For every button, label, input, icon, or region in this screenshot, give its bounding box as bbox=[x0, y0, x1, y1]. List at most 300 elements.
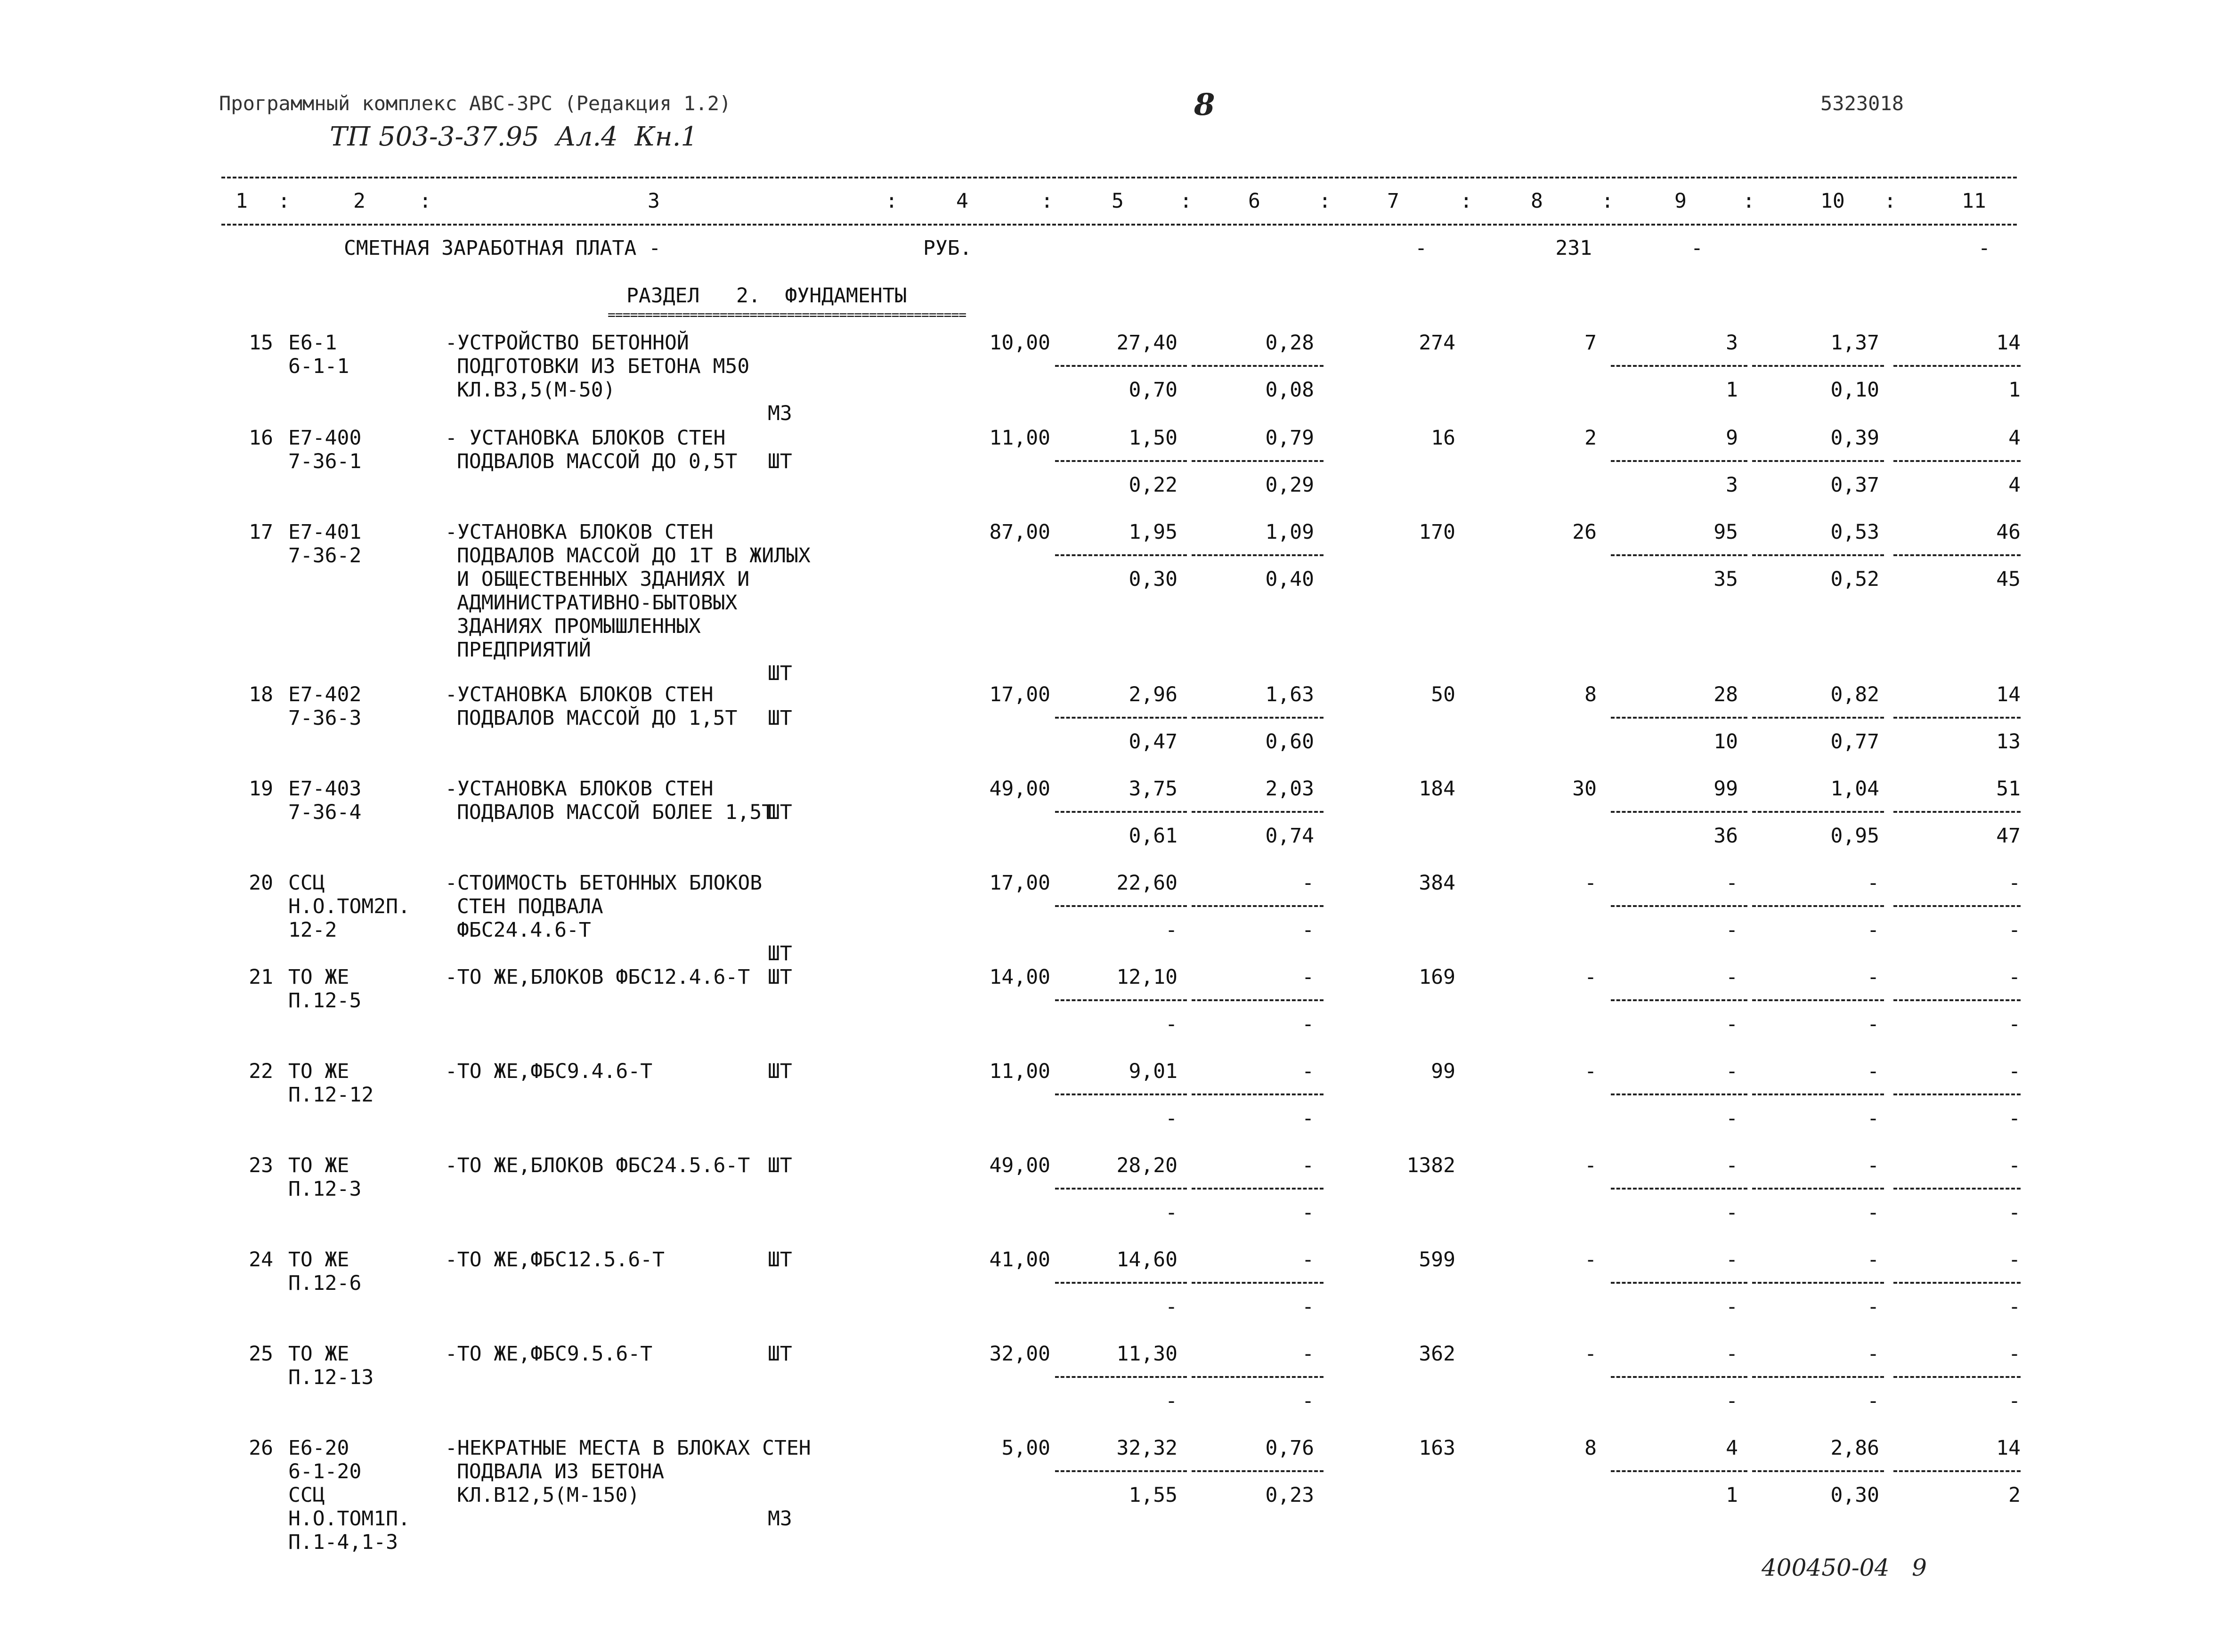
summary-c11: - bbox=[1978, 236, 1990, 260]
row-c11: - bbox=[2008, 1342, 2021, 1366]
row-description: АДМИНИСТРАТИВНО-БЫТОВЫХ bbox=[457, 591, 738, 615]
row-c10: - bbox=[1867, 1248, 1879, 1271]
row-c4: 11,00 bbox=[989, 1060, 1050, 1083]
column-separator: : bbox=[1743, 189, 1755, 213]
row-code: ТО ЖЕ bbox=[288, 965, 349, 989]
row-c9b: - bbox=[1726, 1107, 1738, 1130]
row-c11: 14 bbox=[1996, 331, 2021, 355]
value-divider bbox=[1192, 1470, 1324, 1472]
row-c8: 26 bbox=[1572, 520, 1597, 544]
row-c9b: 35 bbox=[1713, 567, 1738, 591]
row-c11: - bbox=[2008, 1060, 2021, 1083]
column-separator: : bbox=[1180, 189, 1192, 213]
summary-c7: - bbox=[1415, 236, 1427, 260]
row-c9: 3 bbox=[1726, 331, 1738, 355]
row-c7: 1382 bbox=[1406, 1154, 1455, 1177]
row-c8: 8 bbox=[1584, 683, 1597, 706]
row-c5: 14,60 bbox=[1116, 1248, 1177, 1271]
handwritten-reference: ТП 503-3-37.95 Ал.4 Кн.1 bbox=[330, 121, 698, 152]
row-c8: 7 bbox=[1584, 331, 1597, 355]
value-divider bbox=[1192, 460, 1324, 462]
value-divider bbox=[1055, 1282, 1187, 1284]
row-c9b: - bbox=[1726, 1012, 1738, 1036]
row-c10b: 0,77 bbox=[1830, 730, 1879, 753]
summary-c9: - bbox=[1691, 236, 1703, 260]
row-c10: 0,53 bbox=[1830, 520, 1879, 544]
value-divider bbox=[1893, 1093, 2021, 1095]
row-c6: - bbox=[1302, 871, 1314, 895]
value-divider bbox=[1192, 811, 1324, 813]
row-code: Е7-400 bbox=[288, 426, 362, 450]
row-description: -ТО ЖЕ,ФБС12.5.6-Т bbox=[445, 1248, 665, 1271]
value-divider bbox=[1893, 1470, 2021, 1472]
row-code: 7-36-3 bbox=[288, 706, 362, 730]
column-separator: : bbox=[278, 189, 290, 213]
value-divider bbox=[1752, 1188, 1884, 1190]
value-divider bbox=[1192, 554, 1324, 556]
row-description: ПОДВАЛОВ МАССОЙ ДО 0,5Т bbox=[457, 450, 738, 473]
row-c8: - bbox=[1584, 1342, 1597, 1366]
row-c11: - bbox=[2008, 1248, 2021, 1271]
value-divider bbox=[1192, 365, 1324, 367]
row-c8: 30 bbox=[1572, 777, 1597, 801]
value-divider bbox=[1055, 1376, 1187, 1378]
row-c5b: 0,61 bbox=[1129, 824, 1177, 848]
value-divider bbox=[1055, 554, 1187, 556]
row-code: Е6-20 bbox=[288, 1436, 349, 1460]
summary-label: СМЕТНАЯ ЗАРАБОТНАЯ ПЛАТА - bbox=[344, 236, 661, 260]
value-divider bbox=[1893, 905, 2021, 907]
value-divider bbox=[1752, 554, 1884, 556]
row-number: 26 bbox=[249, 1436, 273, 1460]
row-c11b: - bbox=[2008, 1107, 2021, 1130]
row-code: ССЦ bbox=[288, 1483, 325, 1507]
row-c9: - bbox=[1726, 871, 1738, 895]
row-c10b: - bbox=[1867, 1295, 1879, 1319]
column-number: 7 bbox=[1387, 189, 1399, 213]
value-divider bbox=[1192, 905, 1324, 907]
value-divider bbox=[1752, 1093, 1884, 1095]
row-code: 6-1-1 bbox=[288, 355, 349, 378]
row-description: ПРЕДПРИЯТИЙ bbox=[457, 638, 591, 662]
row-code: 7-36-1 bbox=[288, 450, 362, 473]
row-c9: - bbox=[1726, 1060, 1738, 1083]
column-number: 5 bbox=[1112, 189, 1124, 213]
row-c11: - bbox=[2008, 965, 2021, 989]
row-c7: 184 bbox=[1419, 777, 1455, 801]
row-code: 6-1-20 bbox=[288, 1460, 362, 1483]
value-divider bbox=[1611, 1470, 1747, 1472]
row-c9: 95 bbox=[1713, 520, 1738, 544]
row-c6: 2,03 bbox=[1265, 777, 1314, 801]
row-c9b: 10 bbox=[1713, 730, 1738, 753]
row-description: ПОДВАЛОВ МАССОЙ ДО 1,5Т bbox=[457, 706, 738, 730]
row-c7: 170 bbox=[1419, 520, 1455, 544]
value-divider bbox=[1192, 1188, 1324, 1190]
row-c11b: - bbox=[2008, 1201, 2021, 1224]
column-number: 9 bbox=[1674, 189, 1687, 213]
row-c5: 1,95 bbox=[1129, 520, 1177, 544]
row-description: -УСТАНОВКА БЛОКОВ СТЕН bbox=[445, 777, 714, 801]
row-description: ПОДВАЛОВ МАССОЙ БОЛЕЕ 1,5Т bbox=[457, 801, 774, 824]
row-number: 17 bbox=[249, 520, 273, 544]
row-c8: - bbox=[1584, 965, 1597, 989]
row-description: -ТО ЖЕ,БЛОКОВ ФБС12.4.6-Т bbox=[445, 965, 750, 989]
row-c9: 99 bbox=[1713, 777, 1738, 801]
row-description: -ТО ЖЕ,ФБС9.4.6-Т bbox=[445, 1060, 653, 1083]
row-c5: 32,32 bbox=[1116, 1436, 1177, 1460]
row-unit: ШТ bbox=[768, 450, 792, 473]
row-description: КЛ.В3,5(М-50) bbox=[457, 378, 616, 402]
value-divider bbox=[1893, 460, 2021, 462]
row-c10: - bbox=[1867, 871, 1879, 895]
row-c11: 14 bbox=[1996, 683, 2021, 706]
row-unit: ШТ bbox=[768, 942, 792, 965]
header-top-rule bbox=[221, 177, 2017, 178]
row-c11b: 45 bbox=[1996, 567, 2021, 591]
row-c5b: - bbox=[1165, 1107, 1177, 1130]
value-divider bbox=[1055, 905, 1187, 907]
row-c4: 49,00 bbox=[989, 1154, 1050, 1177]
program-header: Программный комплекс АВС-3РС (Редакция 1.2) bbox=[219, 92, 731, 115]
row-code: Е7-401 bbox=[288, 520, 362, 544]
row-c6b: - bbox=[1302, 1012, 1314, 1036]
value-divider bbox=[1752, 811, 1884, 813]
row-c5b: 0,70 bbox=[1129, 378, 1177, 402]
value-divider bbox=[1893, 554, 2021, 556]
row-c5: 1,50 bbox=[1129, 426, 1177, 450]
row-c9: 28 bbox=[1713, 683, 1738, 706]
column-number: 11 bbox=[1962, 189, 1986, 213]
row-c11b: - bbox=[2008, 1389, 2021, 1413]
row-c5b: 0,22 bbox=[1129, 473, 1177, 497]
row-unit: М3 bbox=[768, 402, 792, 425]
row-unit: ШТ bbox=[768, 706, 792, 730]
row-c9b: 1 bbox=[1726, 1483, 1738, 1507]
row-number: 18 bbox=[249, 683, 273, 706]
row-c10: - bbox=[1867, 965, 1879, 989]
row-c6: 0,28 bbox=[1265, 331, 1314, 355]
row-c11b: 47 bbox=[1996, 824, 2021, 848]
row-description: И ОБЩЕСТВЕННЫХ ЗДАНИЯХ И bbox=[457, 567, 750, 591]
row-c9b: - bbox=[1726, 1389, 1738, 1413]
column-number: 2 bbox=[353, 189, 365, 213]
row-c9b: 3 bbox=[1726, 473, 1738, 497]
row-c9: - bbox=[1726, 1248, 1738, 1271]
value-divider bbox=[1893, 1188, 2021, 1190]
row-c6: - bbox=[1302, 1154, 1314, 1177]
row-c10: - bbox=[1867, 1060, 1879, 1083]
row-c9b: - bbox=[1726, 1295, 1738, 1319]
row-c5: 28,20 bbox=[1116, 1154, 1177, 1177]
column-separator: : bbox=[1460, 189, 1472, 213]
row-unit: ШТ bbox=[768, 1060, 792, 1083]
row-number: 22 bbox=[249, 1060, 273, 1083]
row-c4: 49,00 bbox=[989, 777, 1050, 801]
value-divider bbox=[1752, 1376, 1884, 1378]
row-number: 25 bbox=[249, 1342, 273, 1366]
column-number: 8 bbox=[1531, 189, 1543, 213]
row-description: -СТОИМОСТЬ БЕТОННЫХ БЛОКОВ bbox=[445, 871, 763, 895]
column-number: 1 bbox=[235, 189, 248, 213]
row-unit: ШТ bbox=[768, 1154, 792, 1177]
row-c10b: 0,95 bbox=[1830, 824, 1879, 848]
row-c4: 41,00 bbox=[989, 1248, 1050, 1271]
row-c5b: - bbox=[1165, 1295, 1177, 1319]
row-c6: - bbox=[1302, 1060, 1314, 1083]
row-c10b: - bbox=[1867, 1201, 1879, 1224]
row-unit: ШТ bbox=[768, 662, 792, 685]
row-description: ФБС24.4.6-Т bbox=[457, 918, 591, 942]
value-divider bbox=[1055, 460, 1187, 462]
row-c4: 5,00 bbox=[1001, 1436, 1050, 1460]
value-divider bbox=[1055, 811, 1187, 813]
value-divider bbox=[1752, 999, 1884, 1001]
value-divider bbox=[1752, 1470, 1884, 1472]
value-divider bbox=[1893, 999, 2021, 1001]
row-c8: - bbox=[1584, 871, 1597, 895]
row-code: П.1-4,1-3 bbox=[288, 1531, 398, 1554]
row-c5b: 1,55 bbox=[1129, 1483, 1177, 1507]
row-c5: 22,60 bbox=[1116, 871, 1177, 895]
row-description: ПОДГОТОВКИ ИЗ БЕТОНА М50 bbox=[457, 355, 750, 378]
column-separator: : bbox=[1884, 189, 1896, 213]
row-description: -ТО ЖЕ,ФБС9.5.6-Т bbox=[445, 1342, 653, 1366]
column-number: 3 bbox=[648, 189, 660, 213]
row-c4: 32,00 bbox=[989, 1342, 1050, 1366]
row-c8: - bbox=[1584, 1060, 1597, 1083]
row-c6: 0,79 bbox=[1265, 426, 1314, 450]
value-divider bbox=[1055, 1188, 1187, 1190]
row-c6b: - bbox=[1302, 1201, 1314, 1224]
row-c10b: 0,10 bbox=[1830, 378, 1879, 402]
row-c9: 4 bbox=[1726, 1436, 1738, 1460]
row-c10: 1,04 bbox=[1830, 777, 1879, 801]
row-c6b: 0,23 bbox=[1265, 1483, 1314, 1507]
column-number: 4 bbox=[956, 189, 968, 213]
row-c4: 11,00 bbox=[989, 426, 1050, 450]
row-c11b: - bbox=[2008, 1012, 2021, 1036]
value-divider bbox=[1611, 717, 1747, 719]
row-description: -УСТАНОВКА БЛОКОВ СТЕН bbox=[445, 683, 714, 706]
row-c5: 27,40 bbox=[1116, 331, 1177, 355]
header-bottom-rule bbox=[221, 224, 2017, 226]
row-c4: 17,00 bbox=[989, 871, 1050, 895]
row-c11: 46 bbox=[1996, 520, 2021, 544]
column-separator: : bbox=[1601, 189, 1614, 213]
value-divider bbox=[1611, 1376, 1747, 1378]
value-divider bbox=[1055, 999, 1187, 1001]
row-description: СТЕН ПОДВАЛА bbox=[457, 895, 603, 918]
row-c6: 1,09 bbox=[1265, 520, 1314, 544]
value-divider bbox=[1752, 460, 1884, 462]
row-c10b: 0,37 bbox=[1830, 473, 1879, 497]
row-description: -ТО ЖЕ,БЛОКОВ ФБС24.5.6-Т bbox=[445, 1154, 750, 1177]
row-c6b: 0,29 bbox=[1265, 473, 1314, 497]
row-description: - УСТАНОВКА БЛОКОВ СТЕН bbox=[445, 426, 726, 450]
row-description: -НЕКРАТНЫЕ МЕСТА В БЛОКАХ СТЕН bbox=[445, 1436, 811, 1460]
row-unit: ШТ bbox=[768, 801, 792, 824]
row-c9b: 1 bbox=[1726, 378, 1738, 402]
row-unit: ШТ bbox=[768, 965, 792, 989]
row-code: ТО ЖЕ bbox=[288, 1154, 349, 1177]
row-c4: 87,00 bbox=[989, 520, 1050, 544]
row-code: 7-36-4 bbox=[288, 801, 362, 824]
row-c11b: 13 bbox=[1996, 730, 2021, 753]
row-c5b: - bbox=[1165, 1012, 1177, 1036]
row-number: 20 bbox=[249, 871, 273, 895]
row-c6b: 0,40 bbox=[1265, 567, 1314, 591]
row-c9: - bbox=[1726, 1154, 1738, 1177]
row-c7: 599 bbox=[1419, 1248, 1455, 1271]
row-c9: - bbox=[1726, 965, 1738, 989]
column-separator: : bbox=[1041, 189, 1053, 213]
row-code: 7-36-2 bbox=[288, 544, 362, 567]
value-divider bbox=[1893, 1282, 2021, 1284]
row-c10b: - bbox=[1867, 1012, 1879, 1036]
row-c6: - bbox=[1302, 1342, 1314, 1366]
row-c5: 12,10 bbox=[1116, 965, 1177, 989]
row-c11b: 4 bbox=[2008, 473, 2021, 497]
row-code: ТО ЖЕ bbox=[288, 1060, 349, 1083]
row-c6b: - bbox=[1302, 1295, 1314, 1319]
value-divider bbox=[1192, 1282, 1324, 1284]
row-c7: 163 bbox=[1419, 1436, 1455, 1460]
row-c9: 9 bbox=[1726, 426, 1738, 450]
row-code: Е7-402 bbox=[288, 683, 362, 706]
value-divider bbox=[1893, 365, 2021, 367]
row-c5: 2,96 bbox=[1129, 683, 1177, 706]
value-divider bbox=[1893, 717, 2021, 719]
row-c6b: - bbox=[1302, 1389, 1314, 1413]
row-c10: - bbox=[1867, 1154, 1879, 1177]
value-divider bbox=[1611, 1093, 1747, 1095]
row-c7: 169 bbox=[1419, 965, 1455, 989]
row-description: КЛ.В12,5(М-150) bbox=[457, 1483, 640, 1507]
value-divider bbox=[1611, 365, 1747, 367]
row-c7: 99 bbox=[1431, 1060, 1455, 1083]
value-divider bbox=[1611, 1188, 1747, 1190]
row-c6b: 0,74 bbox=[1265, 824, 1314, 848]
section-title: РАЗДЕЛ 2. ФУНДАМЕНТЫ bbox=[626, 284, 907, 308]
row-c10: 1,37 bbox=[1830, 331, 1879, 355]
value-divider bbox=[1611, 999, 1747, 1001]
value-divider bbox=[1055, 1470, 1187, 1472]
row-c8: - bbox=[1584, 1248, 1597, 1271]
row-c9b: 36 bbox=[1713, 824, 1738, 848]
row-c7: 16 bbox=[1431, 426, 1455, 450]
row-c5b: 0,30 bbox=[1129, 567, 1177, 591]
row-description: ЗДАНИЯХ ПРОМЫШЛЕННЫХ bbox=[457, 615, 701, 638]
section-rule: ================================================ bbox=[608, 307, 966, 323]
row-code: Е6-1 bbox=[288, 331, 337, 355]
row-code: П.12-5 bbox=[288, 989, 362, 1012]
row-c6: 0,76 bbox=[1265, 1436, 1314, 1460]
column-separator: : bbox=[419, 189, 431, 213]
row-unit: ШТ bbox=[768, 1342, 792, 1366]
row-code: Н.О.ТОМ2П. bbox=[288, 895, 410, 918]
row-c10: - bbox=[1867, 1342, 1879, 1366]
row-c8: 8 bbox=[1584, 1436, 1597, 1460]
row-c11: - bbox=[2008, 871, 2021, 895]
value-divider bbox=[1611, 1282, 1747, 1284]
row-c10b: - bbox=[1867, 1389, 1879, 1413]
row-c5: 3,75 bbox=[1129, 777, 1177, 801]
row-c11: - bbox=[2008, 1154, 2021, 1177]
row-unit: ШТ bbox=[768, 1248, 792, 1271]
row-c9: - bbox=[1726, 1342, 1738, 1366]
value-divider bbox=[1192, 717, 1324, 719]
row-code: ТО ЖЕ bbox=[288, 1342, 349, 1366]
row-c10b: - bbox=[1867, 918, 1879, 942]
value-divider bbox=[1192, 1376, 1324, 1378]
row-c10: 0,39 bbox=[1830, 426, 1879, 450]
value-divider bbox=[1752, 1282, 1884, 1284]
row-c5b: - bbox=[1165, 1389, 1177, 1413]
row-code: П.12-12 bbox=[288, 1083, 374, 1107]
row-number: 16 bbox=[249, 426, 273, 450]
row-number: 19 bbox=[249, 777, 273, 801]
row-description: -УСТРОЙСТВО БЕТОННОЙ bbox=[445, 331, 689, 355]
page-number: 8 bbox=[1194, 87, 1215, 122]
row-number: 21 bbox=[249, 965, 273, 989]
value-divider bbox=[1893, 811, 2021, 813]
row-c5b: 0,47 bbox=[1129, 730, 1177, 753]
row-code: ССЦ bbox=[288, 871, 325, 895]
value-divider bbox=[1611, 554, 1747, 556]
row-c11b: - bbox=[2008, 918, 2021, 942]
value-divider bbox=[1192, 1093, 1324, 1095]
row-number: 23 bbox=[249, 1154, 273, 1177]
row-c11: 4 bbox=[2008, 426, 2021, 450]
row-c5b: - bbox=[1165, 1201, 1177, 1224]
summary-unit: РУБ. bbox=[923, 236, 972, 260]
row-c11b: - bbox=[2008, 1295, 2021, 1319]
row-c7: 362 bbox=[1419, 1342, 1455, 1366]
value-divider bbox=[1752, 717, 1884, 719]
column-number: 10 bbox=[1820, 189, 1845, 213]
row-code: П.12-3 bbox=[288, 1177, 362, 1201]
row-c9b: - bbox=[1726, 918, 1738, 942]
row-c6: - bbox=[1302, 965, 1314, 989]
row-c4: 14,00 bbox=[989, 965, 1050, 989]
document-code: 5323018 bbox=[1820, 92, 1904, 115]
row-number: 15 bbox=[249, 331, 273, 355]
row-code: П.12-13 bbox=[288, 1366, 374, 1389]
row-c9b: - bbox=[1726, 1201, 1738, 1224]
row-c6: 1,63 bbox=[1265, 683, 1314, 706]
row-c7: 274 bbox=[1419, 331, 1455, 355]
row-c7: 384 bbox=[1419, 871, 1455, 895]
row-c11: 14 bbox=[1996, 1436, 2021, 1460]
value-divider bbox=[1611, 811, 1747, 813]
row-description: ПОДВАЛА ИЗ БЕТОНА bbox=[457, 1460, 665, 1483]
row-code: Е7-403 bbox=[288, 777, 362, 801]
row-code: ТО ЖЕ bbox=[288, 1248, 349, 1271]
row-unit: М3 bbox=[768, 1507, 792, 1531]
value-divider bbox=[1752, 905, 1884, 907]
row-code: 12-2 bbox=[288, 918, 337, 942]
row-c10: 2,86 bbox=[1830, 1436, 1879, 1460]
row-code: П.12-6 bbox=[288, 1271, 362, 1295]
column-separator: : bbox=[1319, 189, 1331, 213]
summary-c8: 231 bbox=[1555, 236, 1592, 260]
row-c10b: - bbox=[1867, 1107, 1879, 1130]
row-c6b: 0,08 bbox=[1265, 378, 1314, 402]
row-c6b: - bbox=[1302, 918, 1314, 942]
row-c8: 2 bbox=[1584, 426, 1597, 450]
row-c6b: 0,60 bbox=[1265, 730, 1314, 753]
